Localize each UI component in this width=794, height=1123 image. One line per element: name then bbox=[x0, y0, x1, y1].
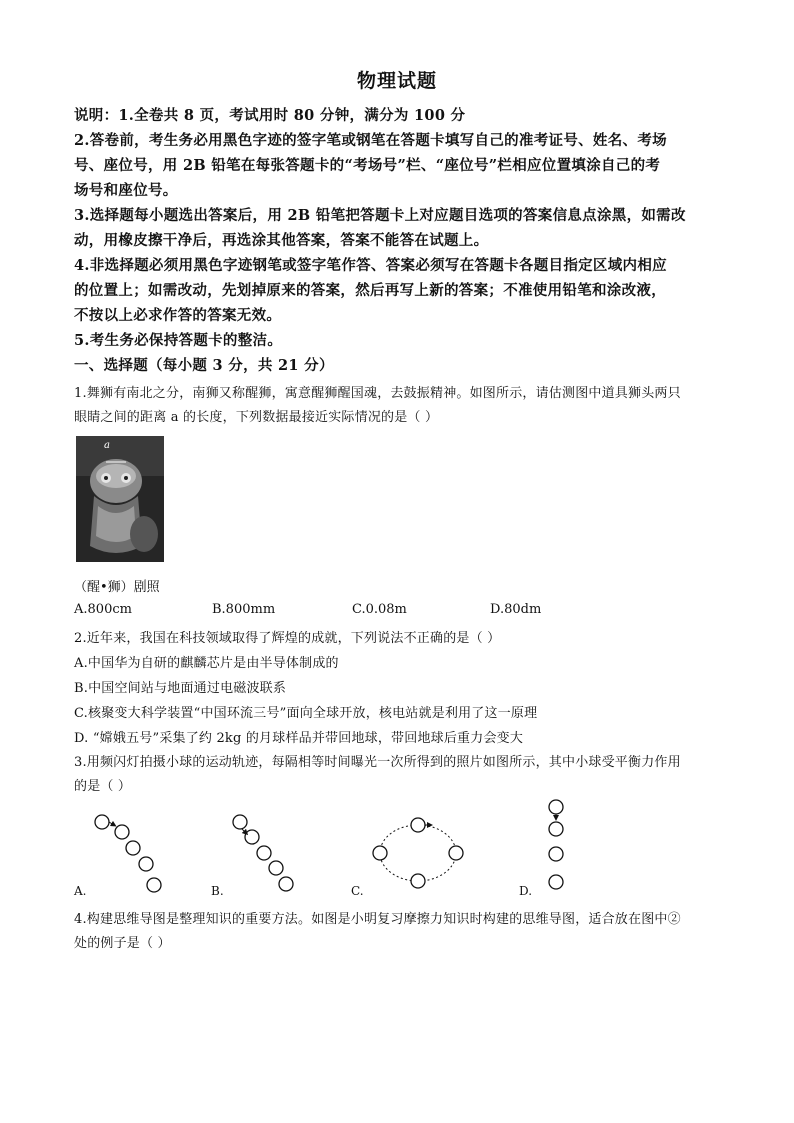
photo-caption: （醒•狮）剧照 bbox=[74, 580, 160, 595]
figure-label-d: D. bbox=[519, 884, 533, 898]
question-2-option-a: A.中国华为自研的麒麟芯片是由半导体制成的 bbox=[74, 656, 339, 671]
page-title: 物理试题 bbox=[356, 70, 437, 92]
question-2-option-c: C.核聚变大科学装置“中国环流三号”面向全球开放，核电站就是利用了这一原理 bbox=[74, 706, 538, 721]
question-2-text: 2.近年来，我国在科技领域取得了辉煌的成就，下列说法不正确的是（ ） bbox=[74, 631, 501, 646]
lion-dance-photo bbox=[76, 436, 164, 562]
figure-d-balls bbox=[549, 800, 563, 889]
instruction-line: 号、座位号，用 2B 铅笔在每张答题卡的“考场号”栏、“座位号”栏相应位置填涂自己的考 bbox=[74, 157, 661, 174]
instruction-line: 的位置上；如需改动，先划掉原来的答案，然后再写上新的答案；不准使用铅笔和涂改液， bbox=[74, 282, 666, 299]
question-1-text: 眼睛之间的距离 a 的长度，下列数据最接近实际情况的是（ ） bbox=[74, 410, 439, 425]
instruction-line: 不按以上必求作答的答案无效。 bbox=[74, 307, 282, 324]
question-1-option-c: C.0.08m bbox=[352, 602, 407, 617]
instruction-line: 5.考生务必保持答题卡的整洁。 bbox=[74, 332, 283, 349]
figure-label-b: B. bbox=[211, 884, 224, 898]
figure-a-balls bbox=[95, 815, 161, 892]
instruction-line: 4.非选择题必须用黑色字迹钢笔或签字笔作答、答案必须写在答题卡各题目指定区域内相应 bbox=[74, 257, 667, 274]
figure-b-balls bbox=[233, 815, 293, 891]
figure-c-balls bbox=[373, 818, 463, 888]
instruction-line: 动，用橡皮擦干净后，再选涂其他答案，答案不能答在试题上。 bbox=[74, 232, 489, 249]
question-2-option-b: B.中国空间站与地面通过电磁波联系 bbox=[74, 681, 287, 696]
question-3-text: 的是（ ） bbox=[74, 779, 132, 794]
question-1-option-d: D.80dm bbox=[490, 602, 542, 617]
instruction-line: 2.答卷前，考生务必用黑色字迹的签字笔或钢笔在答题卡填写自己的准考证号、姓名、考场 bbox=[74, 132, 667, 149]
question-4-text: 处的例子是（ ） bbox=[74, 936, 171, 951]
question-2-option-d: D. “嫦娥五号”采集了约 2kg 的月球样品并带回地球，带回地球后重力会变大 bbox=[74, 731, 524, 746]
lion-head-image bbox=[76, 436, 164, 562]
instruction-line: 场号和座位号。 bbox=[74, 182, 178, 199]
strobe-ball-figure bbox=[70, 798, 590, 898]
section-title: 一、选择题（每小题 3 分，共 21 分） bbox=[74, 357, 334, 374]
question-1-text: 1.舞狮有南北之分，南狮又称醒狮，寓意醒狮醒国魂，去鼓振精神。如图所示，请估测图中道具狮头两只 bbox=[74, 386, 681, 401]
question-1-option-b: B.800mm bbox=[212, 602, 276, 617]
question-3-text: 3.用频闪灯拍摄小球的运动轨迹，每隔相等时间曝光一次所得到的照片如图所示，其中小球受平衡力作用 bbox=[74, 755, 681, 770]
question-1-option-a: A.800cm bbox=[74, 602, 132, 617]
instruction-line: 说明：1.全卷共 8 页，考试用时 80 分钟，满分为 100 分 bbox=[74, 107, 466, 124]
figure-label-a: A. bbox=[74, 884, 87, 898]
instruction-line: 3.选择题每小题选出答案后，用 2B 铅笔把答题卡上对应题目选项的答案信息点涂黑，如需改 bbox=[74, 207, 686, 224]
figure-label-c: C. bbox=[351, 884, 364, 898]
question-4-text: 4.构建思维导图是整理知识的重要方法。如图是小明复习摩擦力知识时构建的思维导图，适合放在图中② bbox=[74, 912, 681, 927]
distance-label-a: a bbox=[104, 440, 110, 451]
